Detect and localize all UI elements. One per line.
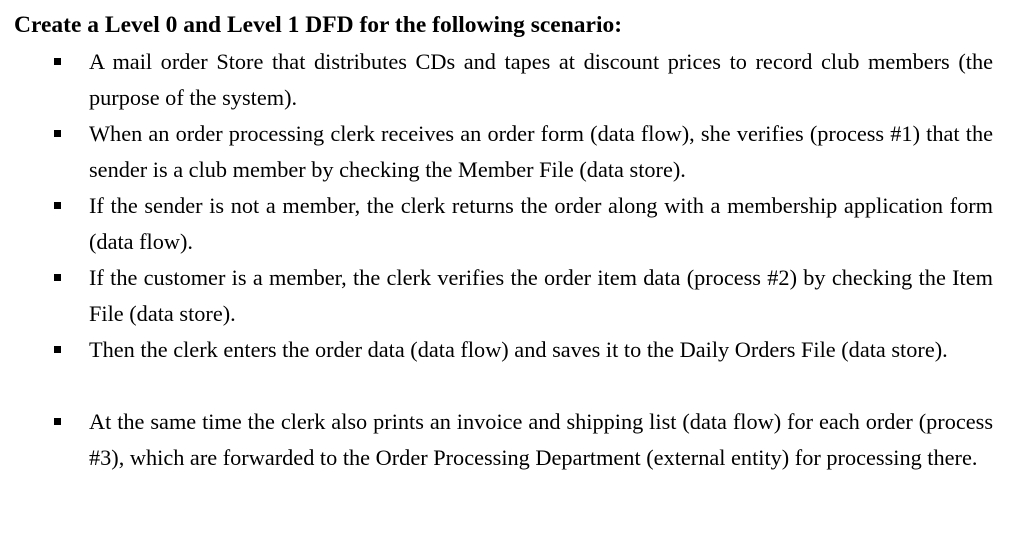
list-item-text: If the customer is a member, the clerk verifies the order item data (process #2) by checking the Item File (data store).: [89, 265, 993, 326]
square-bullet-icon: [54, 58, 61, 65]
square-bullet-icon: [54, 130, 61, 137]
square-bullet-icon: [54, 274, 61, 281]
square-bullet-icon: [54, 418, 61, 425]
list-item-text: A mail order Store that distributes CDs and tapes at discount prices to record club members (the purpose of the system).: [89, 49, 993, 110]
list-item-text: If the sender is not a member, the clerk returns the order along with a membership application form (data flow).: [89, 193, 993, 254]
document-title: Create a Level 0 and Level 1 DFD for the following scenario:: [14, 12, 623, 38]
list-item-text: When an order processing clerk receives an order form (data flow), she verifies (process #1) that the sender is a club member by checking the Member File (data store).: [89, 121, 993, 182]
square-bullet-icon: [54, 346, 61, 353]
square-bullet-icon: [54, 202, 61, 209]
list-item-text: Then the clerk enters the order data (data flow) and saves it to the Daily Orders File (data store).: [89, 337, 948, 362]
list-item-text: At the same time the clerk also prints an invoice and shipping list (data flow) for each order (process #3), which are forwarded to the Order Processing Department (external entity) for processing there.: [89, 409, 993, 470]
